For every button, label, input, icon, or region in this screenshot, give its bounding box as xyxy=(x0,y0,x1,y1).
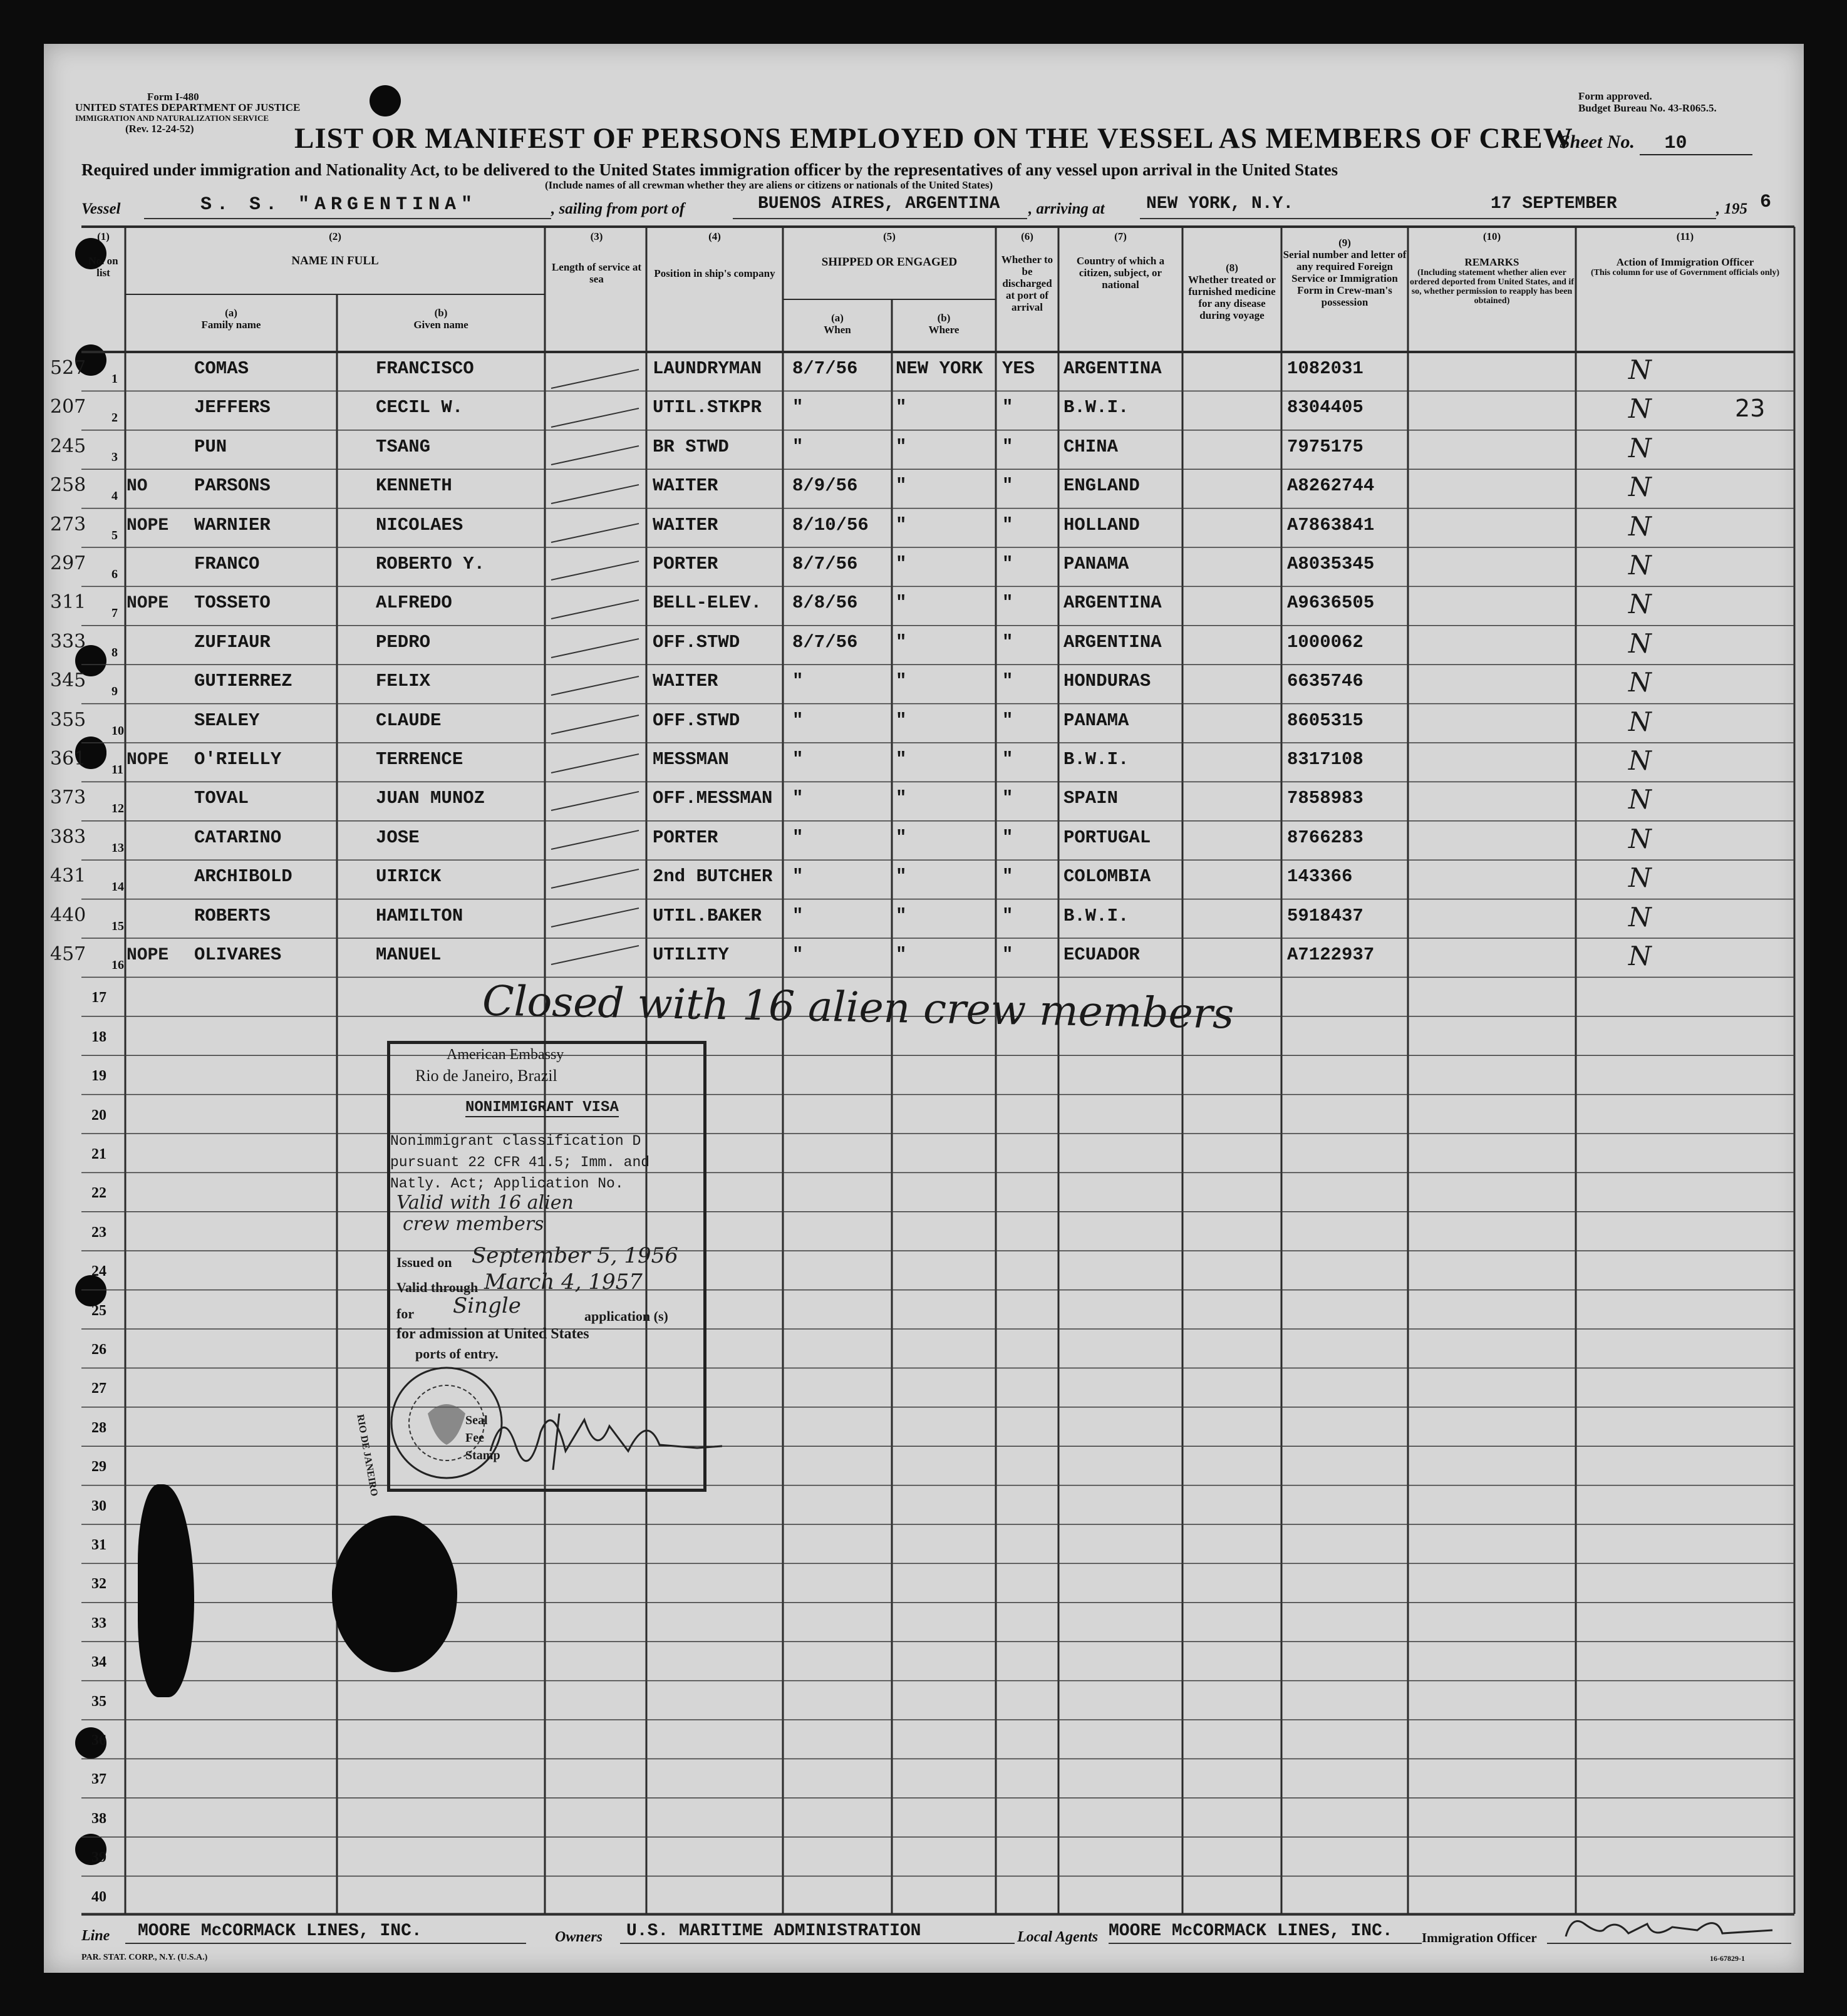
row-number: 7 xyxy=(111,606,118,621)
row-number: 32 xyxy=(91,1576,106,1593)
officer-action: N xyxy=(1628,901,1652,933)
discharge: " xyxy=(1002,631,1013,653)
serial-number: A8035345 xyxy=(1287,554,1375,574)
officer-action: N xyxy=(1628,941,1652,971)
country: PORTUGAL xyxy=(1063,827,1151,848)
shipped-where: " xyxy=(896,944,907,965)
name-prefix: NOPE xyxy=(127,594,169,614)
sheet-number: Sheet No. 10 xyxy=(1560,132,1752,155)
row-number: 35 xyxy=(91,1693,106,1710)
given-name: NICOLAES xyxy=(376,514,463,535)
position: 2nd BUTCHER xyxy=(653,866,773,887)
roster-mark: 273 xyxy=(50,513,86,535)
given-name: HAMILTON xyxy=(376,905,463,926)
arrival-year-digit: 6 xyxy=(1760,192,1772,213)
roster-mark: 333 xyxy=(50,630,86,653)
row-number: 27 xyxy=(91,1380,106,1397)
serial-number: 7975175 xyxy=(1287,436,1363,457)
row-number: 37 xyxy=(91,1771,106,1788)
row-number: 38 xyxy=(91,1810,106,1827)
serial-number: 8766283 xyxy=(1287,827,1363,848)
officer-action: N xyxy=(1628,550,1652,581)
discharge: " xyxy=(1002,944,1013,965)
shipped-where: " xyxy=(896,475,907,497)
officer-signature xyxy=(1560,1911,1785,1949)
discharge: " xyxy=(1002,514,1013,535)
discharge: " xyxy=(1002,397,1013,418)
agency-block: Form I-480 UNITED STATES DEPARTMENT OF JUSTICE IMMIGRATION AND NATURALIZATION SERVICE (Rev. 12-24-52) xyxy=(75,91,301,135)
col-shipped-header: (5) SHIPPED OR ENGAGED xyxy=(821,230,958,269)
officer-action: N xyxy=(1628,472,1652,503)
roster-mark: 297 xyxy=(50,552,86,574)
family-name: CATARINO xyxy=(194,827,282,848)
given-name: FRANCISCO xyxy=(376,358,474,379)
col-service-header: (3) Length of service at sea xyxy=(551,230,642,285)
row-number: 22 xyxy=(91,1185,106,1202)
shipped-when: 8/7/56 xyxy=(792,631,858,653)
serial-number: 1082031 xyxy=(1287,358,1363,379)
officer-action: N xyxy=(1628,354,1652,385)
family-name: OLIVARES xyxy=(194,944,282,965)
officer-action: N xyxy=(1628,706,1652,737)
shipped-where: " xyxy=(896,905,907,926)
row-number: 12 xyxy=(111,802,124,816)
officer-action: N xyxy=(1628,745,1652,776)
given-name: JUAN MUNOZ xyxy=(376,788,485,809)
family-name: TOVAL xyxy=(194,788,249,809)
line-value: MOORE McCORMACK LINES, INC. xyxy=(138,1921,422,1941)
discharge: YES xyxy=(1002,358,1035,379)
row-number: 31 xyxy=(91,1537,106,1553)
row-number: 25 xyxy=(91,1302,106,1319)
discharge: " xyxy=(1002,671,1013,692)
position: BELL-ELEV. xyxy=(653,592,762,614)
roster-mark: 355 xyxy=(50,708,86,731)
serial-number: A7122937 xyxy=(1287,944,1375,965)
name-prefix: NOPE xyxy=(127,750,169,770)
given-name: ROBERTO Y. xyxy=(376,554,485,574)
serial-number: A7863841 xyxy=(1287,514,1375,535)
visa-stamp: American Embassy Rio de Janeiro, Brazil NONIMMIGRANT VISA Nonimmigrant classification D pursuant 22 CFR 41.5; Imm. and Natly. Act; Application No. Valid with 16 alien crew members Issued on September 5, 1956 Valid through March 4, 1957 for Single application (s) for admission at United States ports of entry. RIO DE JANEIRO Seal Fee Stamp xyxy=(387,1041,706,1492)
serial-number: A9636505 xyxy=(1287,592,1375,614)
position: OFF.MESSMAN xyxy=(653,788,773,809)
position: WAITER xyxy=(653,671,718,692)
country: COLOMBIA xyxy=(1063,866,1151,887)
shipped-when: " xyxy=(792,671,804,692)
agents-value: MOORE McCORMACK LINES, INC. xyxy=(1109,1921,1393,1941)
family-name: WARNIER xyxy=(194,514,271,535)
serial-number: 5918437 xyxy=(1287,905,1363,926)
position: WAITER xyxy=(653,475,718,497)
given-name: FELIX xyxy=(376,671,431,692)
row-number: 17 xyxy=(91,990,106,1006)
country: ARGENTINA xyxy=(1063,592,1162,614)
page-title: LIST OR MANIFEST OF PERSONS EMPLOYED ON THE VESSEL AS MEMBERS OF CREW xyxy=(294,122,1573,155)
row-number: 40 xyxy=(91,1888,106,1905)
position: UTIL.STKPR xyxy=(653,397,762,418)
discharge: " xyxy=(1002,475,1013,497)
include-note: (Include names of all crewman whether they are aliens or citizens or nationals of the United States) xyxy=(545,179,993,191)
row-number: 34 xyxy=(91,1654,106,1671)
position: UTILITY xyxy=(653,944,729,965)
position: WAITER xyxy=(653,514,718,535)
approval-block: Form approved. Budget Bureau No. 43-R065.5. xyxy=(1578,90,1717,114)
family-name: TOSSETO xyxy=(194,592,271,614)
given-name: CLAUDE xyxy=(376,710,442,731)
row-number: 20 xyxy=(91,1107,106,1124)
roster-mark: 207 xyxy=(50,396,86,418)
shipped-when: 8/9/56 xyxy=(792,475,858,497)
position: LAUNDRYMAN xyxy=(653,358,762,379)
row-number: 11 xyxy=(111,763,123,777)
col-family-header: (a) Family name xyxy=(201,307,261,331)
position: OFF.STWD xyxy=(653,631,740,653)
row-number: 14 xyxy=(111,880,124,894)
row-number: 9 xyxy=(111,685,118,699)
country: ENGLAND xyxy=(1063,475,1140,497)
given-name: KENNETH xyxy=(376,475,452,497)
name-prefix: NOPE xyxy=(127,515,169,535)
col-name-header: (2) NAME IN FULL xyxy=(291,230,379,267)
roster-mark: 245 xyxy=(50,435,86,457)
discharge: " xyxy=(1002,749,1013,770)
country: B.W.I. xyxy=(1063,905,1129,926)
shipped-when: 8/7/56 xyxy=(792,358,858,379)
country: SPAIN xyxy=(1063,788,1119,809)
shipped-when: " xyxy=(792,944,804,965)
shipped-when: " xyxy=(792,827,804,848)
roster-mark: 527 xyxy=(50,357,86,379)
family-name: ZUFIAUR xyxy=(194,631,271,653)
name-prefix: NO xyxy=(127,477,148,497)
footer: Line MOORE McCORMACK LINES, INC. Owners U.S. MARITIME ADMINISTRATION Local Agents MOORE McCORMACK LINES, INC. Immigration Officer PAR. STAT. CORP., N.Y. (U.S.A.) 16-67829-1 xyxy=(81,1920,1798,1964)
roster-mark: 345 xyxy=(50,669,86,692)
shipped-when: " xyxy=(792,749,804,770)
discharge: " xyxy=(1002,554,1013,574)
officer-action: N xyxy=(1628,589,1652,620)
family-name: JEFFERS xyxy=(194,397,271,418)
col-remarks-header: (10) REMARKS (Including statement whether alien ever ordered deported from United States, and if so, whether permission to reapply has been obtained) xyxy=(1410,230,1574,306)
family-name: PUN xyxy=(194,436,227,457)
officer-action: N xyxy=(1628,862,1652,894)
given-name: PEDRO xyxy=(376,631,431,653)
roster-mark: 383 xyxy=(50,825,86,848)
position: UTIL.BAKER xyxy=(653,905,762,926)
row-number: 13 xyxy=(111,840,124,855)
discharge: " xyxy=(1002,436,1013,457)
shipped-where: " xyxy=(896,436,907,457)
row-number: 23 xyxy=(91,1224,106,1241)
discharge: " xyxy=(1002,905,1013,926)
closing-note: Closed with 16 alien crew members xyxy=(482,976,1234,1038)
family-name: FRANCO xyxy=(194,554,260,574)
discharge: " xyxy=(1002,827,1013,848)
officer-action: N xyxy=(1628,510,1652,542)
given-name: ALFREDO xyxy=(376,592,452,614)
discharge: " xyxy=(1002,788,1013,809)
country: ARGENTINA xyxy=(1063,631,1162,653)
roster-mark: 361 xyxy=(50,748,86,770)
row-number: 29 xyxy=(91,1459,106,1476)
arrival-port: NEW YORK, N.Y. xyxy=(1146,194,1294,214)
burn-damage xyxy=(332,1516,457,1672)
col-country-header: (7) Country of which a citizen, subject, or national xyxy=(1076,230,1165,291)
shipped-when: " xyxy=(792,866,804,887)
roster-mark: 258 xyxy=(50,474,86,497)
subtitle: Required under immigration and Nationality Act, to be delivered to the United States immigration officer by the representatives of any vessel upon arrival in the United States xyxy=(81,160,1338,179)
col-no-header: (1) No. on list xyxy=(88,230,118,279)
discharge: " xyxy=(1002,866,1013,887)
family-name: O'RIELLY xyxy=(194,749,282,770)
consul-signature xyxy=(484,1395,722,1476)
col-given-header: (b) Given name xyxy=(413,307,468,331)
country: B.W.I. xyxy=(1063,749,1129,770)
col-medicine-header: (8) Whether treated or furnished medicine for any disease during voyage xyxy=(1187,262,1276,321)
name-prefix: NOPE xyxy=(127,946,169,965)
position: PORTER xyxy=(653,554,718,574)
discharge: " xyxy=(1002,710,1013,731)
vessel-line: Vessel S. S. "ARGENTINA" , sailing from port of BUENOS AIRES, ARGENTINA , arriving at NEW YORK, N.Y. 17 SEPTEMBER , 195 6 xyxy=(81,192,1791,220)
row-number: 2 xyxy=(111,411,118,425)
roster-mark: 457 xyxy=(50,943,86,965)
given-name: MANUEL xyxy=(376,944,442,965)
position: BR STWD xyxy=(653,436,729,457)
country: B.W.I. xyxy=(1063,397,1129,418)
given-name: CECIL W. xyxy=(376,397,463,418)
roster-mark: 311 xyxy=(50,591,86,614)
row-number: 24 xyxy=(91,1263,106,1280)
shipped-where: " xyxy=(896,866,907,887)
col-when-header: (a) When xyxy=(824,312,851,336)
col-position-header: (4) Position in ship's company xyxy=(654,230,775,279)
country: HOLLAND xyxy=(1063,514,1140,535)
row-number: 33 xyxy=(91,1615,106,1631)
position: PORTER xyxy=(653,827,718,848)
shipped-when: " xyxy=(792,905,804,926)
row-number: 30 xyxy=(91,1497,106,1514)
serial-number: A8262744 xyxy=(1287,475,1375,497)
departure-port: BUENOS AIRES, ARGENTINA xyxy=(758,194,1000,214)
row-number: 26 xyxy=(91,1341,106,1358)
roster-mark: 440 xyxy=(50,904,86,926)
row-number: 5 xyxy=(111,528,118,542)
shipped-when: " xyxy=(792,397,804,418)
officer-action: N xyxy=(1628,784,1652,815)
row-number: 15 xyxy=(111,919,124,933)
discharge: " xyxy=(1002,592,1013,614)
row-number: 36 xyxy=(91,1732,106,1749)
shipped-when: " xyxy=(792,436,804,457)
given-name: TSANG xyxy=(376,436,431,457)
row-number: 18 xyxy=(91,1028,106,1045)
country: PANAMA xyxy=(1063,710,1129,731)
row-number: 8 xyxy=(111,645,118,659)
given-name: JOSE xyxy=(376,827,420,848)
given-name: TERRENCE xyxy=(376,749,463,770)
manifest-sheet xyxy=(44,44,1804,1973)
family-name: COMAS xyxy=(194,358,249,379)
row-number: 10 xyxy=(111,723,124,738)
position: OFF.STWD xyxy=(653,710,740,731)
serial-number: 8317108 xyxy=(1287,749,1363,770)
col-discharge-header: (6) Whether to be discharged at port of arrival xyxy=(1001,230,1053,313)
country: PANAMA xyxy=(1063,554,1129,574)
shipped-when: 8/10/56 xyxy=(792,514,869,535)
vessel-name: S. S. "ARGENTINA" xyxy=(200,194,478,215)
officer-action: N xyxy=(1628,628,1652,659)
serial-number: 143366 xyxy=(1287,866,1353,887)
row-number: 4 xyxy=(111,489,118,504)
country: ECUADOR xyxy=(1063,944,1140,965)
col-action-header: (11) Action of Immigration Officer (This column for use of Government officials only) xyxy=(1590,230,1780,277)
shipped-where: " xyxy=(896,788,907,809)
family-name: GUTIERREZ xyxy=(194,671,292,692)
family-name: ROBERTS xyxy=(194,905,271,926)
officer-action: N xyxy=(1628,393,1652,425)
family-name: PARSONS xyxy=(194,475,271,497)
row-number: 6 xyxy=(111,567,118,581)
given-name: UIRICK xyxy=(376,866,442,887)
shipped-where: " xyxy=(896,710,907,731)
row-number: 16 xyxy=(111,958,124,972)
position: MESSMAN xyxy=(653,749,729,770)
officer-action: N xyxy=(1628,823,1652,854)
shipped-where: " xyxy=(896,631,907,653)
row-number: 1 xyxy=(111,372,118,386)
shipped-when: 8/7/56 xyxy=(792,554,858,574)
serial-number: 8605315 xyxy=(1287,710,1363,731)
shipped-when: " xyxy=(792,710,804,731)
shipped-where: " xyxy=(896,554,907,574)
shipped-where: NEW YORK xyxy=(896,358,983,379)
shipped-where: " xyxy=(896,514,907,535)
shipped-when: 8/8/56 xyxy=(792,592,858,614)
officer-action: N xyxy=(1628,667,1652,698)
margin-note: 23 xyxy=(1735,395,1766,422)
shipped-where: " xyxy=(896,397,907,418)
roster-mark: 373 xyxy=(50,787,86,809)
country: HONDURAS xyxy=(1063,671,1151,692)
family-name: SEALEY xyxy=(194,710,260,731)
roster-mark: 431 xyxy=(50,865,86,887)
serial-number: 6635746 xyxy=(1287,671,1363,692)
serial-number: 7858983 xyxy=(1287,788,1363,809)
row-number: 39 xyxy=(91,1849,106,1866)
shipped-where: " xyxy=(896,592,907,614)
row-number: 21 xyxy=(91,1146,106,1162)
country: CHINA xyxy=(1063,436,1119,457)
serial-number: 1000062 xyxy=(1287,631,1363,653)
arrival-date: 17 SEPTEMBER xyxy=(1491,194,1617,214)
serial-number: 8304405 xyxy=(1287,397,1363,418)
row-number: 28 xyxy=(91,1419,106,1436)
country: ARGENTINA xyxy=(1063,358,1162,379)
row-number: 19 xyxy=(91,1068,106,1085)
officer-action: N xyxy=(1628,432,1652,463)
shipped-where: " xyxy=(896,749,907,770)
shipped-where: " xyxy=(896,827,907,848)
family-name: ARCHIBOLD xyxy=(194,866,292,887)
shipped-when: " xyxy=(792,788,804,809)
col-where-header: (b) Where xyxy=(928,312,960,336)
owners-value: U.S. MARITIME ADMINISTRATION xyxy=(626,1921,921,1941)
col-serial-header: (9) Serial number and letter of any required Foreign Service or Immigration Form in Crew-man's possession xyxy=(1283,237,1407,308)
shipped-where: " xyxy=(896,671,907,692)
row-number: 3 xyxy=(111,450,118,464)
